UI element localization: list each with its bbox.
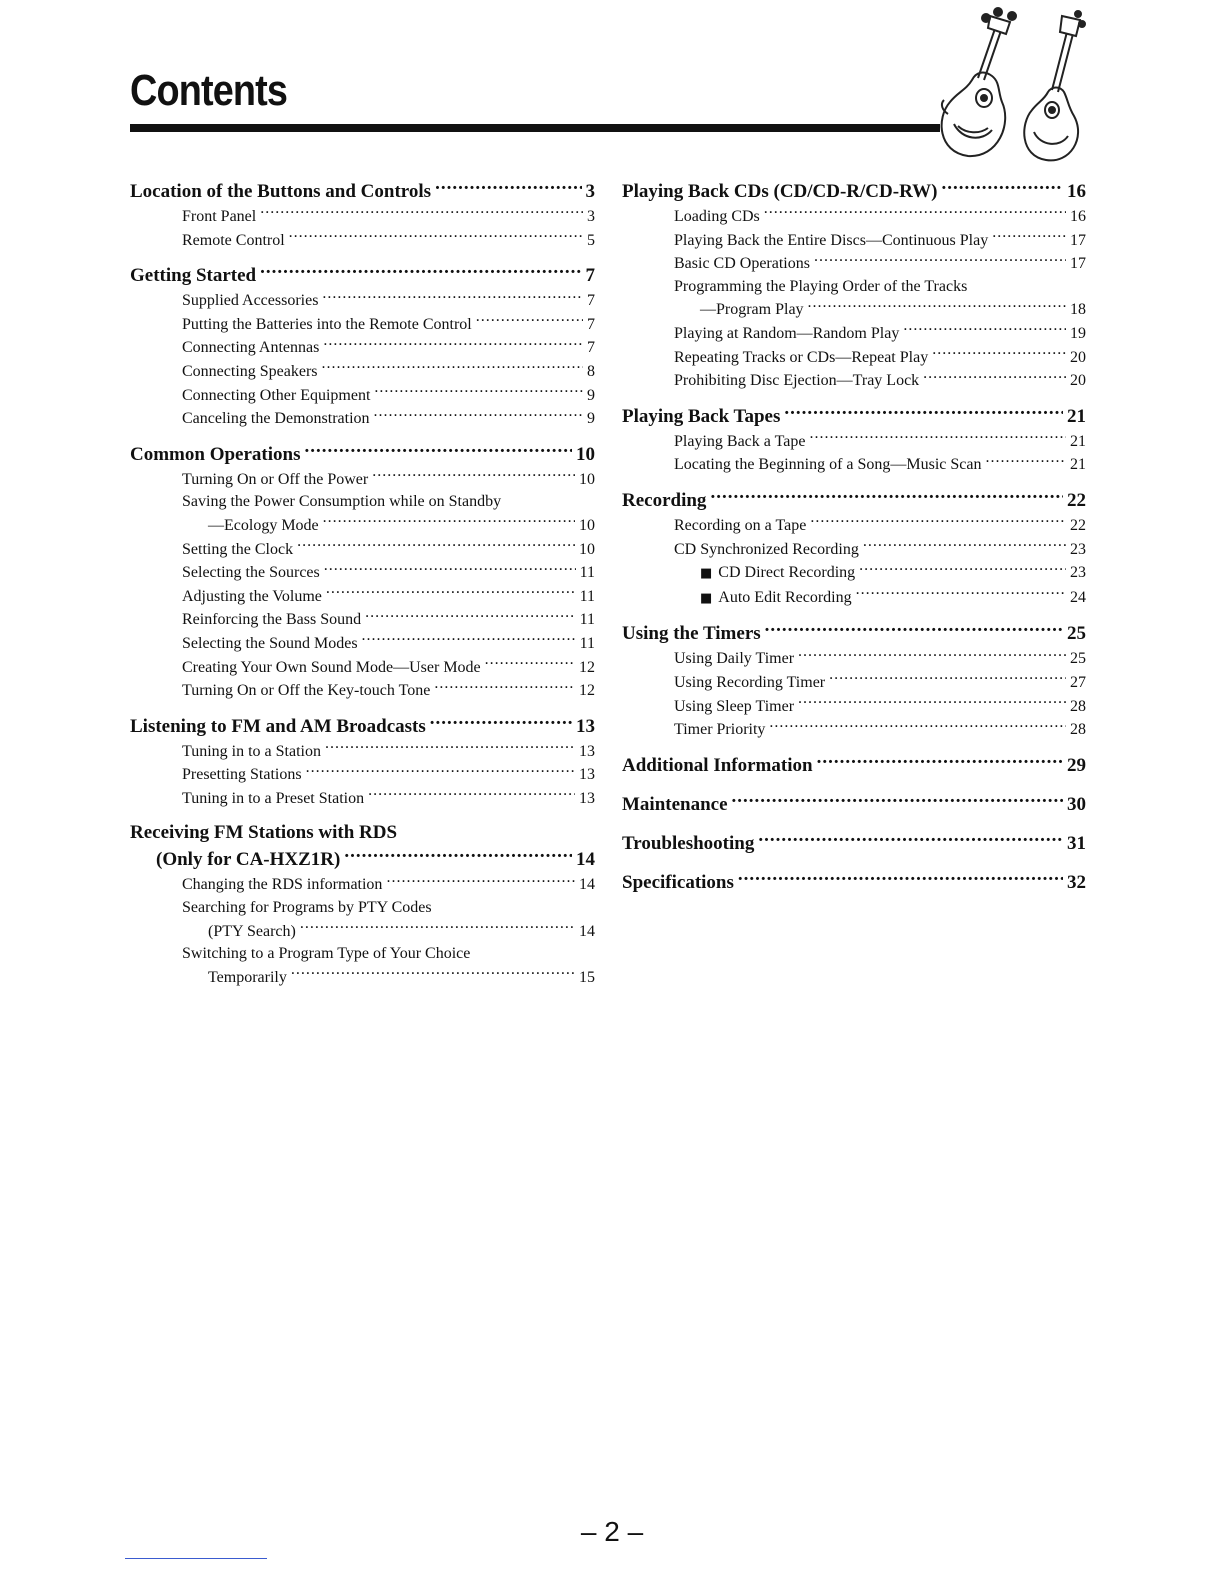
- toc-page-number: 22: [1070, 516, 1086, 534]
- toc-section: [622, 752, 1086, 779]
- toc-entry-label: Tuning in to a Station: [182, 742, 321, 760]
- toc-entry-label: Playing Back the Entire Discs—Continuous Play: [674, 231, 989, 249]
- bullet-square-icon: ■: [700, 566, 713, 582]
- toc-entry-label: Timer Priority: [674, 721, 766, 739]
- toc-subentry[interactable]: [622, 346, 1086, 370]
- dot-leader: [304, 441, 572, 460]
- toc-page-number: 16: [1070, 208, 1086, 225]
- toc-entry-label: Loading CDs: [674, 208, 760, 225]
- toc-heading[interactable]: [622, 178, 1086, 205]
- dot-leader: [758, 830, 1063, 849]
- toc-page-number: 11: [579, 634, 595, 652]
- toc-entry-label: Playing Back a Tape: [674, 432, 806, 450]
- toc-subentry[interactable]: [622, 671, 1086, 695]
- toc-entry-label: Connecting Antennas: [182, 339, 320, 357]
- dot-leader: [322, 360, 583, 376]
- toc-entry-label: Recording: [622, 489, 707, 511]
- toc-entry-label: Recording on a Tape: [674, 516, 807, 534]
- toc-entry-label: Troubleshooting: [622, 832, 755, 854]
- toc-entry-label: Selecting the Sources: [182, 564, 320, 582]
- toc-page-number: 20: [1070, 348, 1086, 366]
- toc-page-number: 10: [579, 516, 595, 534]
- dot-leader: [941, 178, 1063, 197]
- dot-leader: [300, 920, 575, 936]
- toc-page-number: 13: [576, 715, 595, 737]
- dot-leader: [386, 873, 575, 889]
- dot-leader: [829, 671, 1066, 687]
- toc-entry-label: CD Direct Recording: [718, 564, 856, 582]
- dot-leader: [814, 252, 1066, 268]
- toc-page-number: 10: [576, 443, 595, 465]
- dot-leader: [323, 514, 575, 530]
- toc-page-number: 11: [579, 587, 595, 605]
- dot-leader: [324, 561, 576, 577]
- toc-subentry[interactable]: [622, 561, 1086, 586]
- toc-subentry[interactable]: [622, 205, 1086, 229]
- toc-page-number: 32: [1067, 871, 1086, 893]
- toc-section: [130, 262, 595, 431]
- toc-entry-label: CD Synchronized Recording: [674, 540, 859, 558]
- toc-subentry[interactable]: [130, 679, 595, 703]
- dot-leader: [765, 620, 1063, 639]
- toc-heading-continued[interactable]: [130, 846, 595, 873]
- toc-section: [130, 178, 595, 252]
- dot-leader: [260, 262, 581, 281]
- toc-entry-label: Turning On or Off the Key-touch Tone: [182, 682, 431, 700]
- toc-page-number: 14: [579, 922, 595, 940]
- footer-link-line: [125, 1558, 267, 1559]
- dot-leader: [856, 586, 1066, 602]
- toc-heading[interactable]: [622, 403, 1086, 430]
- toc-heading[interactable]: [130, 713, 595, 740]
- toc-entry-label: Additional Information: [622, 754, 813, 776]
- toc-heading[interactable]: [130, 262, 595, 289]
- toc-entry-label: —Ecology Mode: [208, 516, 319, 534]
- toc-page-number: 22: [1067, 489, 1086, 511]
- toc-subentry[interactable]: [622, 322, 1086, 346]
- toc-page-number: 12: [579, 658, 595, 676]
- toc-page-number: 31: [1067, 832, 1086, 854]
- dot-leader: [368, 787, 575, 803]
- title-rule: [130, 124, 940, 132]
- toc-page-number: 27: [1070, 673, 1086, 691]
- toc-page-number: 19: [1070, 324, 1086, 342]
- toc-page-number: 15: [579, 968, 595, 986]
- toc-entry-label: Specifications: [622, 871, 734, 893]
- toc-subentry[interactable]: [130, 740, 595, 764]
- toc-page-number: 12: [579, 682, 595, 700]
- toc-page-number: 14: [579, 876, 595, 894]
- dot-leader: [289, 229, 583, 245]
- toc-entry-label: Connecting Speakers: [182, 362, 318, 380]
- toc-section: [130, 820, 595, 989]
- dot-leader: [764, 205, 1066, 221]
- dot-leader: [863, 538, 1066, 554]
- toc-page-number: 3: [585, 181, 595, 202]
- toc-subentry[interactable]: [622, 430, 1086, 454]
- toc-subentry[interactable]: [130, 561, 595, 585]
- toc-entry-label: Locating the Beginning of a Song—Music Scan: [674, 456, 982, 474]
- toc-entry-label: Listening to FM and AM Broadcasts: [130, 715, 426, 737]
- dot-leader: [476, 313, 583, 329]
- toc-section: [622, 620, 1086, 741]
- toc-page-number: 25: [1070, 650, 1086, 668]
- toc-entry-label: Prohibiting Disc Ejection—Tray Lock: [674, 372, 920, 390]
- toc-subentry[interactable]: [130, 407, 595, 431]
- toc-entry-label: Searching for Programs by PTY Codes: [182, 899, 432, 917]
- dot-leader: [322, 289, 583, 305]
- dot-leader: [260, 205, 583, 221]
- toc-entry-label: Supplied Accessories: [182, 292, 319, 310]
- dot-leader: [784, 403, 1063, 422]
- dot-leader: [374, 407, 583, 423]
- toc-page-number: 21: [1070, 456, 1086, 474]
- toc-subentry-continued[interactable]: [622, 298, 1086, 322]
- dot-leader: [738, 869, 1063, 888]
- toc-page-number: 20: [1070, 372, 1086, 390]
- dot-leader: [372, 468, 575, 484]
- toc-entry-label: Location of the Buttons and Controls: [130, 181, 432, 202]
- page-number: – 2 –: [580, 1516, 644, 1547]
- toc-heading[interactable]: [622, 620, 1086, 647]
- toc-heading[interactable]: [130, 441, 595, 468]
- toc-subentry[interactable]: [130, 468, 595, 492]
- toc-page-number: 21: [1067, 405, 1086, 427]
- toc-right-column: [622, 178, 1086, 908]
- toc-entry-label: Remote Control: [182, 231, 285, 249]
- toc-page-number: 10: [579, 470, 595, 488]
- toc-entry-label: Playing at Random—Random Play: [674, 324, 900, 342]
- toc-heading[interactable]: [622, 830, 1086, 857]
- toc-entry-label: Common Operations: [130, 443, 301, 465]
- toc-section: [622, 869, 1086, 896]
- toc-page-number: 23: [1070, 540, 1086, 558]
- dot-leader: [306, 763, 575, 779]
- toc-page-number: 14: [576, 849, 595, 871]
- dot-leader: [798, 647, 1066, 663]
- toc-page-number: 18: [1070, 301, 1086, 319]
- toc-subentry[interactable]: [130, 608, 595, 632]
- toc-subentry-continued[interactable]: [130, 966, 595, 990]
- toc-entry-label: Using Daily Timer: [674, 650, 795, 668]
- toc-subentry[interactable]: [130, 943, 595, 966]
- toc-subentry[interactable]: [130, 336, 595, 360]
- toc-page-number: 11: [579, 611, 595, 629]
- dot-leader: [710, 487, 1063, 506]
- toc-entry-label: Reinforcing the Bass Sound: [182, 611, 362, 629]
- toc-subentry[interactable]: [130, 360, 595, 384]
- toc-page-number: 25: [1067, 623, 1086, 645]
- toc-entry-label: Switching to a Program Type of Your Choice: [182, 945, 471, 963]
- toc-entry-label: Using the Timers: [622, 623, 761, 645]
- page-title: Contents: [130, 66, 288, 115]
- toc-entry-label: Using Recording Timer: [674, 673, 826, 691]
- toc-subentry[interactable]: [622, 538, 1086, 562]
- toc-subentry[interactable]: [622, 252, 1086, 276]
- toc-page-number: 7: [587, 315, 595, 333]
- toc-subentry[interactable]: [622, 695, 1086, 719]
- toc-entry-label: Repeating Tracks or CDs—Repeat Play: [674, 348, 929, 366]
- toc-section: [130, 713, 595, 811]
- toc-entry-label: Selecting the Sound Modes: [182, 634, 358, 652]
- toc-page-number: 21: [1070, 432, 1086, 450]
- dot-leader: [732, 791, 1063, 810]
- toc-section: [622, 403, 1086, 477]
- dot-leader: [932, 346, 1066, 362]
- bullet-square-icon: ■: [700, 590, 713, 606]
- toc-page-number: 17: [1070, 255, 1086, 273]
- toc-subentry[interactable]: [130, 384, 595, 408]
- toc-entry-label: —Program Play: [700, 301, 804, 319]
- toc-subentry[interactable]: [130, 313, 595, 337]
- toc-subentry[interactable]: [622, 276, 1086, 299]
- toc-page-number: 3: [587, 208, 595, 225]
- toc-subentry[interactable]: [130, 538, 595, 562]
- dot-leader: [810, 514, 1066, 530]
- dot-leader: [297, 538, 575, 554]
- dot-leader: [859, 561, 1066, 577]
- toc-subentry[interactable]: [622, 514, 1086, 538]
- toc-page-number: 7: [587, 339, 595, 357]
- dot-leader: [992, 229, 1066, 245]
- toc-page-number: 8: [587, 362, 595, 380]
- toc-entry-label: Using Sleep Timer: [674, 697, 795, 715]
- toc-entry-label: Receiving FM Stations with RDS: [130, 822, 398, 844]
- dot-leader: [430, 713, 572, 732]
- toc-entry-label: Canceling the Demonstration: [182, 410, 370, 428]
- toc-section: [130, 441, 595, 703]
- toc-section: [622, 178, 1086, 393]
- toc-subentry[interactable]: [130, 763, 595, 787]
- toc-subentry[interactable]: [622, 229, 1086, 253]
- toc-entry-label: Playing Back CDs (CD/CD-R/CD-RW): [622, 181, 938, 202]
- dot-leader: [798, 695, 1066, 711]
- toc-subentry[interactable]: [622, 586, 1086, 611]
- toc-page-number: 7: [587, 292, 595, 310]
- dot-leader: [817, 752, 1063, 771]
- toc-page-number: 16: [1067, 181, 1086, 202]
- toc-entry-label: Basic CD Operations: [674, 255, 810, 273]
- dot-leader: [362, 632, 576, 648]
- toc-entry-label: Changing the RDS information: [182, 876, 383, 894]
- toc-heading[interactable]: [622, 752, 1086, 779]
- toc-page-number: 9: [587, 410, 595, 428]
- toc-subentry[interactable]: [130, 585, 595, 609]
- toc-page-number: 28: [1070, 697, 1086, 715]
- dot-leader: [344, 846, 572, 865]
- dot-leader: [323, 336, 583, 352]
- dot-leader: [903, 322, 1066, 338]
- toc-entry-label: Saving the Power Consumption while on Standby: [182, 493, 502, 511]
- dot-leader: [291, 966, 575, 982]
- toc-entry-label: Programming the Playing Order of the Tracks: [674, 277, 968, 295]
- toc-entry-label: Turning On or Off the Power: [182, 470, 369, 488]
- toc-subentry[interactable]: [130, 632, 595, 656]
- toc-subentry[interactable]: [130, 205, 595, 229]
- toc-page-number: 30: [1067, 793, 1086, 815]
- toc-subentry[interactable]: [130, 229, 595, 253]
- toc-entry-label: Maintenance: [622, 793, 728, 815]
- toc-heading[interactable]: [130, 820, 595, 846]
- toc-page-number: 13: [579, 766, 595, 784]
- toc-page-number: 9: [587, 386, 595, 404]
- toc-section: [622, 487, 1086, 610]
- toc-page-number: 11: [579, 564, 595, 582]
- toc-subentry[interactable]: [622, 647, 1086, 671]
- toc-heading[interactable]: [130, 178, 595, 205]
- dot-leader: [769, 718, 1066, 734]
- toc-entry-label: Setting the Clock: [182, 540, 294, 558]
- toc-entry-label: Connecting Other Equipment: [182, 386, 371, 404]
- toc-page-number: 7: [585, 265, 595, 287]
- dot-leader: [923, 369, 1066, 385]
- toc-entry-label: Creating Your Own Sound Mode—User Mode: [182, 658, 481, 676]
- toc-page-number: 29: [1067, 754, 1086, 776]
- toc-entry-label: Adjusting the Volume: [182, 587, 322, 605]
- dot-leader: [808, 298, 1066, 314]
- toc-entry-label: Putting the Batteries into the Remote Control: [182, 315, 472, 333]
- dot-leader: [986, 453, 1066, 469]
- toc-page-number: 17: [1070, 231, 1086, 249]
- toc-heading[interactable]: [622, 791, 1086, 818]
- toc-entry-label: Temporarily: [208, 968, 287, 986]
- toc-subentry[interactable]: [622, 369, 1086, 393]
- toc-entry-label: Playing Back Tapes: [622, 405, 781, 427]
- toc-subentry[interactable]: [130, 656, 595, 680]
- toc-entry-label: (PTY Search): [208, 922, 296, 940]
- toc-section: [622, 791, 1086, 818]
- toc-page-number: 23: [1070, 564, 1086, 582]
- toc-page-number: 28: [1070, 721, 1086, 739]
- toc-subentry[interactable]: [130, 787, 595, 811]
- dot-leader: [326, 585, 576, 601]
- dot-leader: [435, 178, 581, 197]
- toc-subentry[interactable]: [622, 718, 1086, 742]
- toc-page-number: 13: [579, 789, 595, 807]
- toc-subentry[interactable]: [130, 491, 595, 514]
- toc-heading[interactable]: [622, 869, 1086, 896]
- toc-entry-label: Front Panel: [182, 208, 257, 225]
- toc-subentry[interactable]: [130, 289, 595, 313]
- toc-entry-label: (Only for CA-HXZ1R): [156, 849, 341, 871]
- dot-leader: [365, 608, 576, 624]
- toc-entry-label: Presetting Stations: [182, 766, 302, 784]
- toc-entry-label: Getting Started: [130, 265, 257, 287]
- guitar-mascot-icon: [928, 6, 1092, 168]
- toc-page-number: 24: [1070, 588, 1086, 606]
- dot-leader: [485, 656, 575, 672]
- toc-page-number: 13: [579, 742, 595, 760]
- toc-subentry[interactable]: [130, 897, 595, 920]
- toc-page-number: 10: [579, 540, 595, 558]
- dot-leader: [434, 679, 575, 695]
- toc-left-column: [130, 178, 595, 999]
- dot-leader: [809, 430, 1066, 446]
- toc-subentry-continued[interactable]: [130, 920, 595, 944]
- toc-page-number: 5: [587, 231, 595, 249]
- toc-section: [622, 830, 1086, 857]
- toc-entry-label: Auto Edit Recording: [718, 588, 852, 606]
- toc-heading[interactable]: [622, 487, 1086, 514]
- toc-subentry[interactable]: [130, 873, 595, 897]
- toc-subentry-continued[interactable]: [130, 514, 595, 538]
- toc-subentry[interactable]: [622, 453, 1086, 477]
- dot-leader: [374, 384, 583, 400]
- toc-entry-label: Tuning in to a Preset Station: [182, 789, 365, 807]
- dot-leader: [325, 740, 575, 756]
